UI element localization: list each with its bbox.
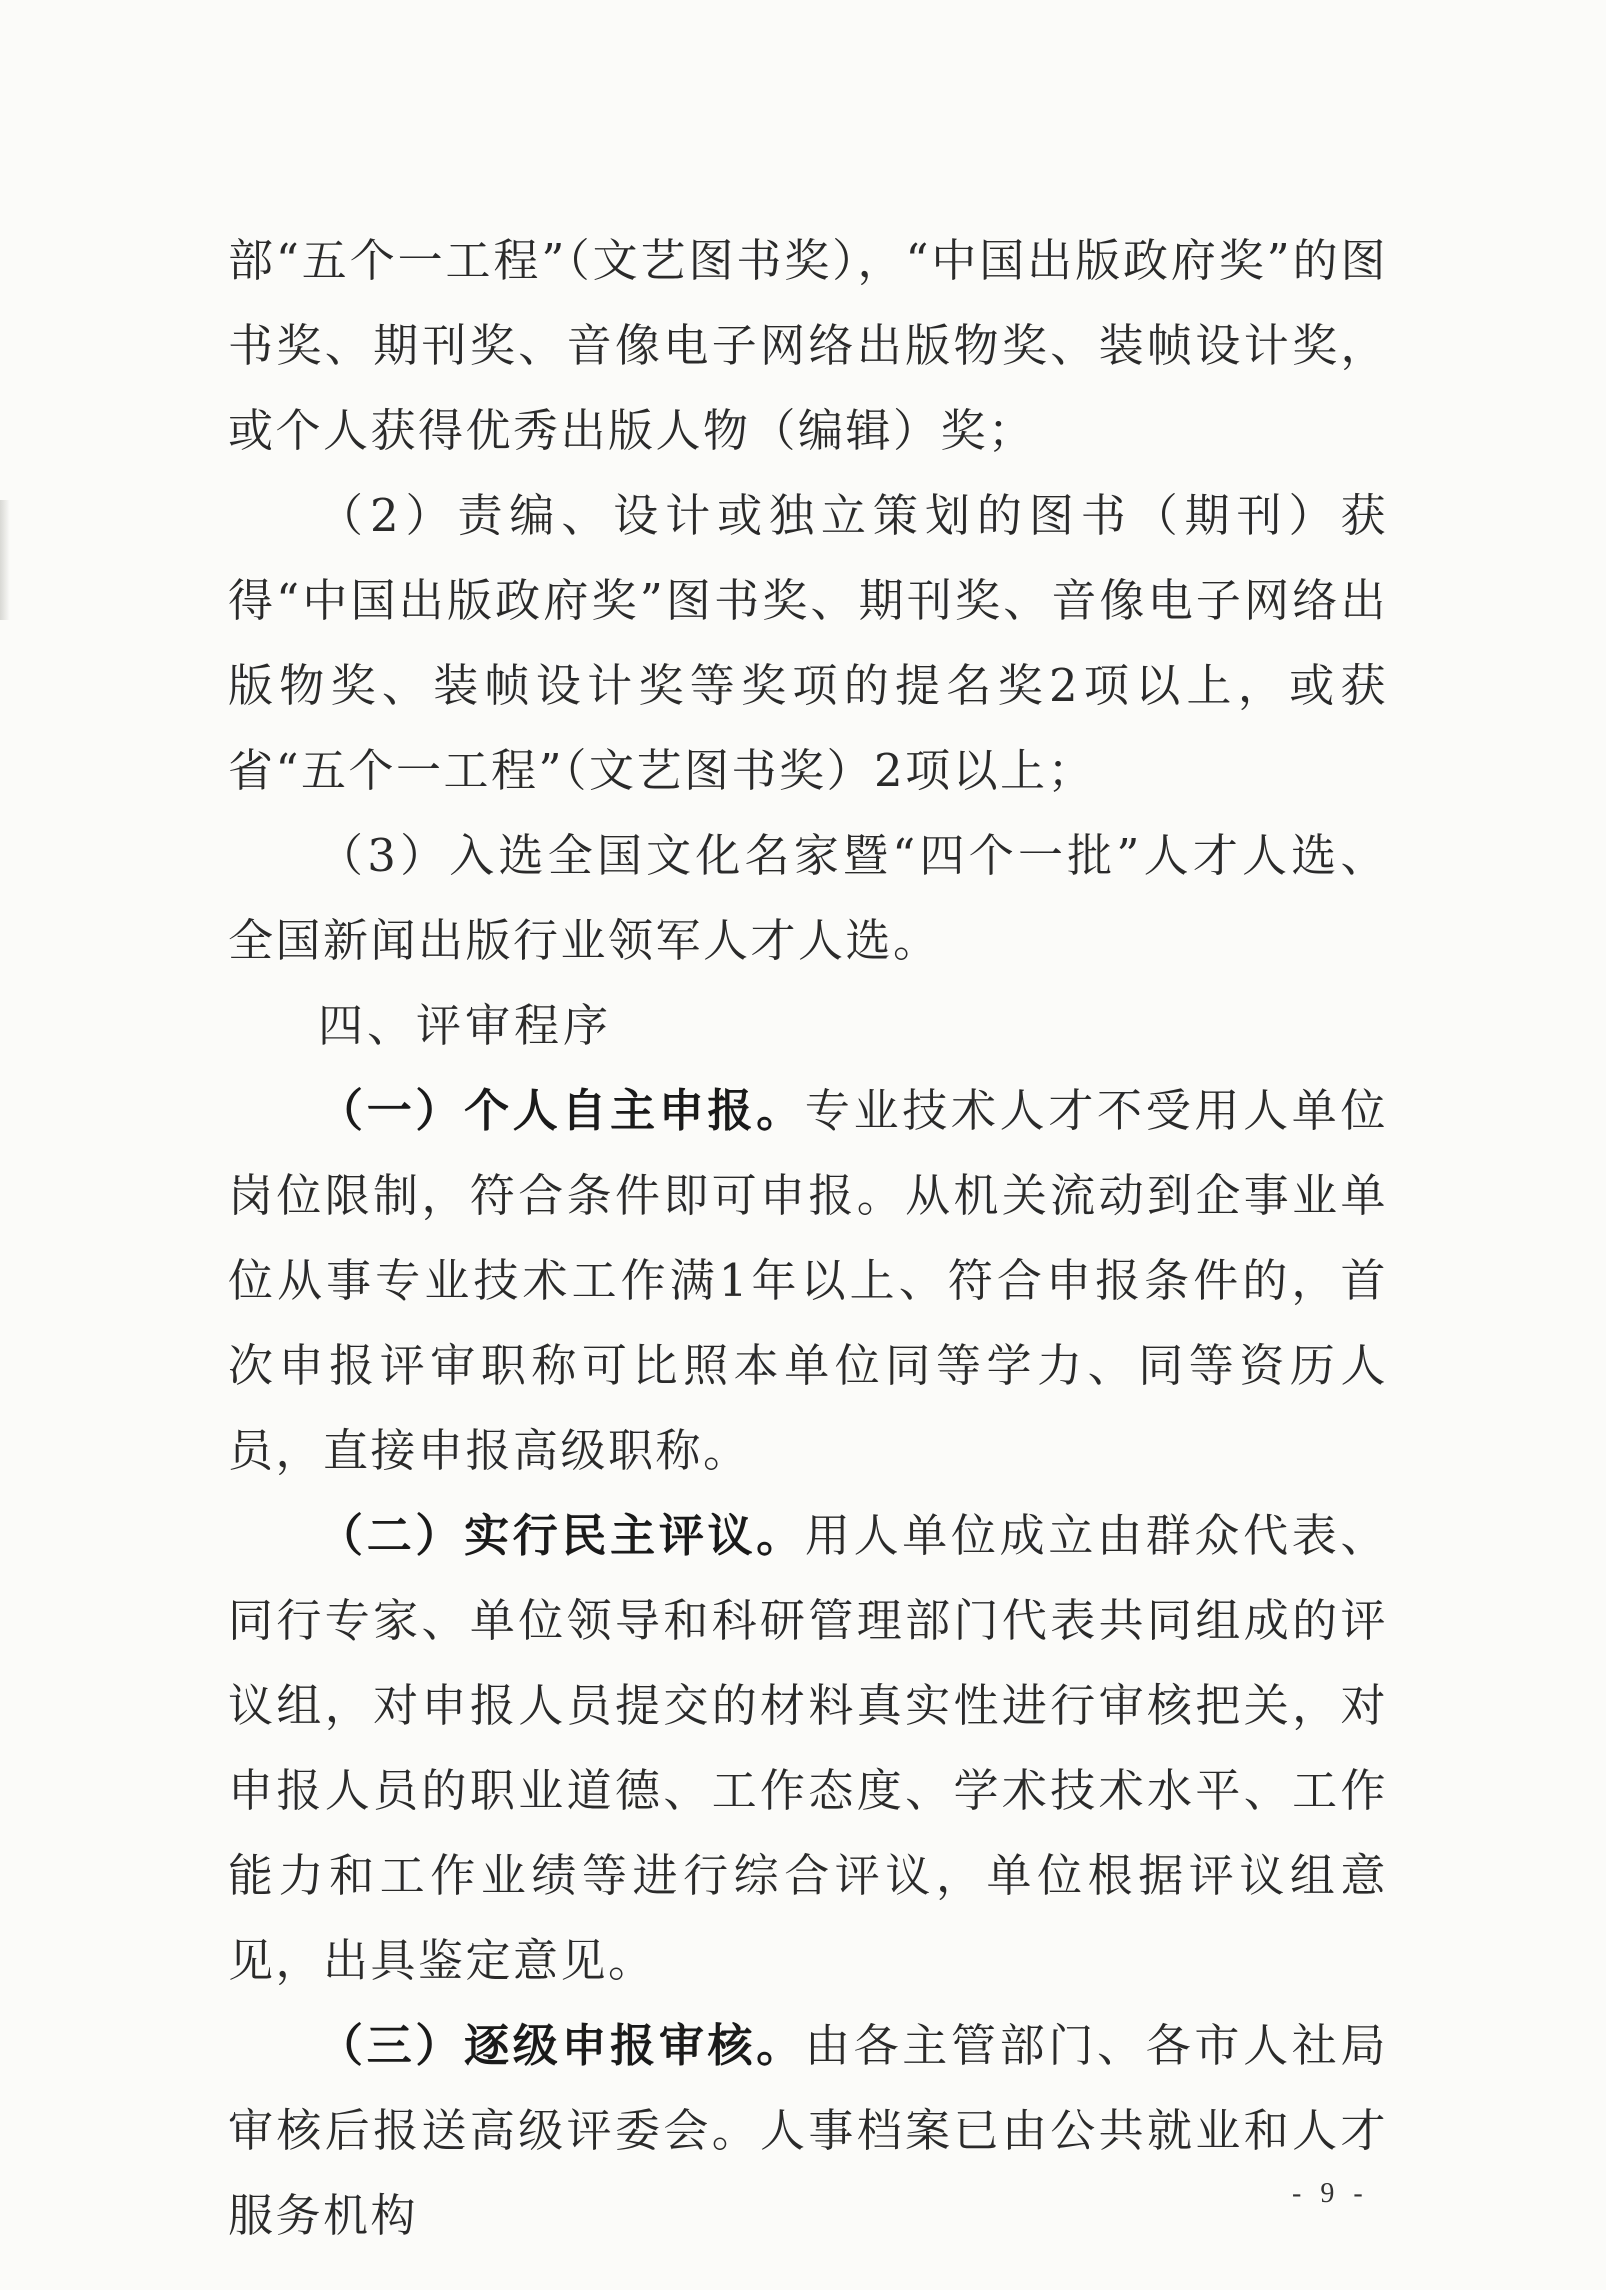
page-number: - 9 - <box>1292 2178 1369 2209</box>
binding-edge-mark <box>0 500 10 620</box>
subsection-body-level-review: 由各主管部门、各市人社局审核后报送高级评委会。人事档案已由公共就业和人才服务机构 <box>228 2019 1388 2242</box>
paragraph-award-continued: 部“五个一工程”（文艺图书奖），“中国出版政府奖”的图书奖、期刊奖、音像电子网络出版物奖、装帧设计奖，或个人获得优秀出版人物（编辑）奖； <box>228 234 1388 457</box>
subsection-title-democratic-review: （二）实行民主评议。 <box>318 1509 805 1562</box>
paragraph-level-review <box>228 2003 1388 2258</box>
section-heading-review-procedure: 四、评审程序 <box>318 999 613 1052</box>
subsection-title-individual-application: （一）个人自主申报。 <box>318 1084 805 1137</box>
subsection-body-democratic-review: 用人单位成立由群众代表、同行专家、单位领导和科研管理部门代表共同组成的评议组，对申报人员提交的材料真实性进行审核把关，对申报人员的职业道德、工作态度、学术技术水平、工作能力和工作业绩等进行综合评议，单位根据评议组意见，出具鉴定意见。 <box>228 1509 1388 1987</box>
paragraph-item-3: （3）入选全国文化名家暨“四个一批”人才人选、全国新闻出版行业领军人才人选。 <box>228 829 1388 967</box>
paragraph-item-2: （2）责编、设计或独立策划的图书（期刊）获得“中国出版政府奖”图书奖、期刊奖、音像电子网络出版物奖、装帧设计奖等奖项的提名奖2项以上，或获省“五个一工程”（文艺图书奖）2项以上； <box>228 489 1388 797</box>
document-body <box>228 218 1388 2258</box>
subsection-body-individual-application: 专业技术人才不受用人单位岗位限制，符合条件即可申报。从机关流动到企事业单位从事专业技术工作满1年以上、符合申报条件的，首次申报评审职称可比照本单位同等学力、同等资历人员，直接申报高级职称。 <box>228 1084 1388 1477</box>
paragraph-individual-application <box>228 1068 1388 1493</box>
subsection-title-level-review: （三）逐级申报审核。 <box>318 2019 805 2072</box>
paragraph-democratic-review <box>228 1493 1388 2003</box>
